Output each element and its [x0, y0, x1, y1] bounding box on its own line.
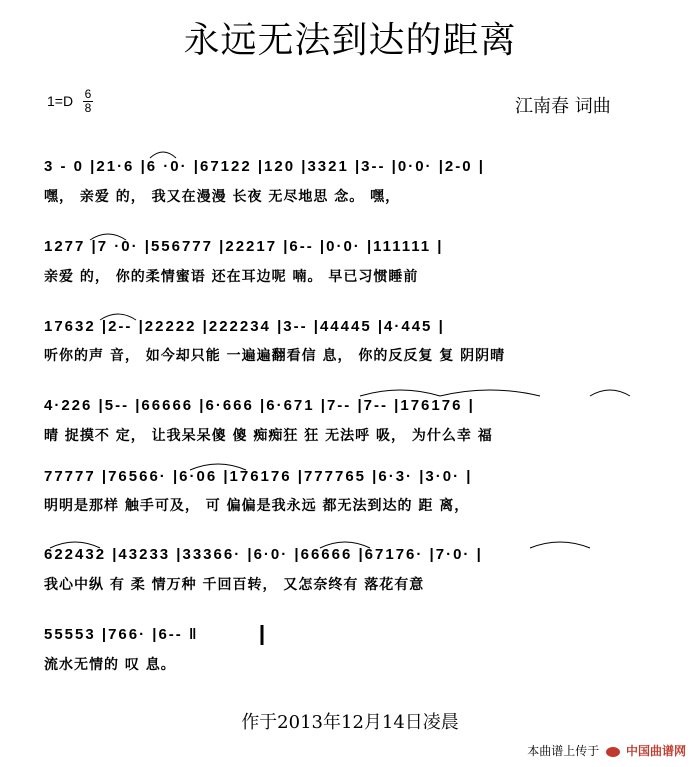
- footer-prefix: 本曲谱上传于: [527, 744, 600, 758]
- lyrics-line-2: 亲爱 的， 你的柔情蜜语 还在耳边呢 喃。 早已习惯睡前: [44, 269, 419, 285]
- notation-line-7: 55553 |766· |6-- ‖: [44, 626, 199, 643]
- site-name-link[interactable]: 中国曲谱网: [625, 744, 686, 758]
- lyrics-line-7: 流水无情的 叹 息。: [44, 657, 176, 673]
- notation-line-2: 1277 |7 ·0· |556777 |22217 |6-- |0·0· |111111 |: [44, 238, 444, 255]
- song-title: 永远无法到达的距离: [183, 20, 517, 61]
- notation-line-3: 17632 |2-- |22222 |222234 |3-- |44445 |4·445 |: [44, 318, 445, 335]
- lyrics-line-4: 晴 捉摸不 定， 让我呆呆傻 傻 痴痴狂 狂 无法呼 吸， 为什么幸 福: [44, 428, 493, 444]
- lyrics-line-6: 我心中纵 有 柔 情万种 千回百转， 又怎奈终有 落花有意: [44, 577, 425, 593]
- time-signature-top: 6: [84, 87, 92, 101]
- time-signature-bottom: 8: [84, 101, 92, 115]
- key-signature: 1=D: [47, 93, 74, 109]
- lyrics-line-5: 明明是那样 触手可及， 可 偏偏是我永远 都无法到达的 距 离，: [44, 498, 470, 514]
- site-logo-icon: [606, 747, 620, 757]
- slur: [530, 542, 590, 548]
- slur: [440, 390, 540, 396]
- notation-line-1: 3 - 0 |21·6 |6 ·0· |67122 |120 |3321 |3-- |0·0· |2-0 |: [44, 158, 485, 175]
- author-credit: 江南春 词曲: [515, 96, 611, 117]
- slur: [360, 390, 440, 396]
- lyrics-line-1: 嘿， 亲爱 的， 我又在漫漫 长夜 无尽地思 念。 嘿，: [44, 189, 401, 205]
- lyrics-line-3: 听你的声 音， 如今却只能 一遍遍翻看信 息， 你的反反复 复 阴阴晴: [44, 348, 506, 364]
- time-signature: [83, 88, 93, 115]
- footer-credit[interactable]: [527, 742, 686, 759]
- composition-date: 作于2013年12月14日凌晨: [241, 712, 459, 733]
- notation-line-4: 4·226 |5-- |66666 |6·666 |6·671 |7-- |7-- |176176 |: [44, 397, 475, 414]
- notation-line-6: 622432 |43233 |33366· |6·0· |66666 |67176· |7·0· |: [44, 546, 483, 563]
- notation-line-5: 77777 |76566· |6·06 |176176 |777765 |6·3· |3·0· |: [44, 468, 473, 485]
- slur: [590, 390, 630, 396]
